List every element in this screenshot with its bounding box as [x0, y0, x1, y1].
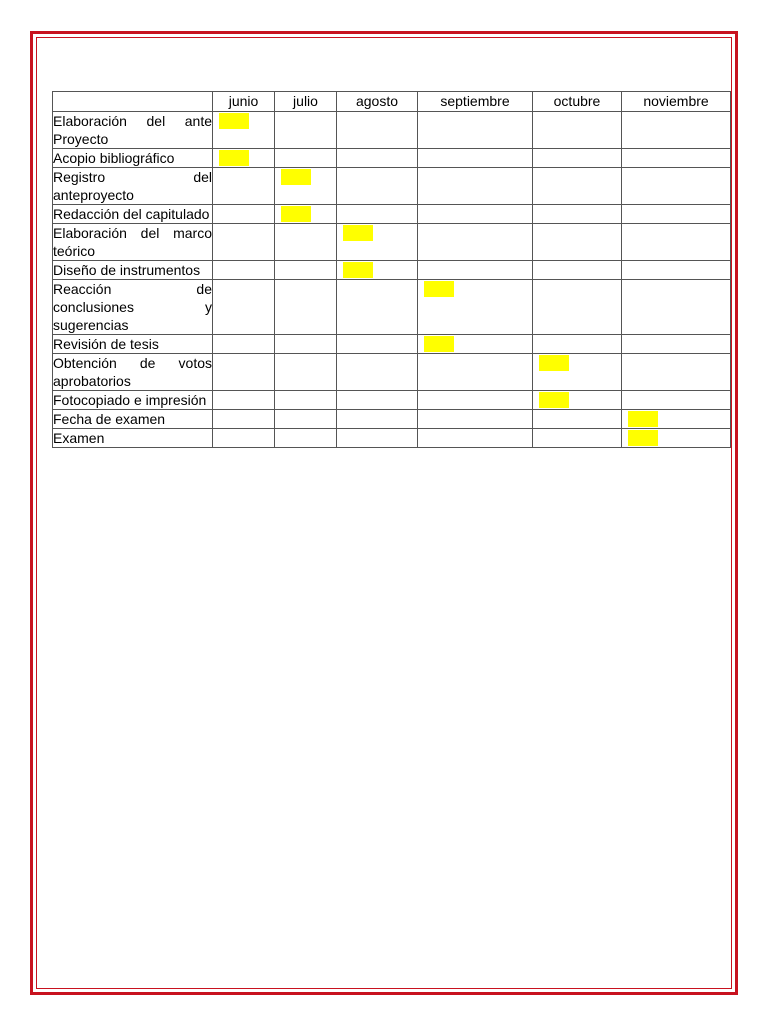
schedule-cell — [622, 168, 731, 205]
highlight-mark — [424, 336, 454, 352]
schedule-cell — [418, 354, 533, 391]
schedule-cell — [213, 429, 275, 448]
schedule-cell — [275, 429, 337, 448]
month-header: agosto — [337, 92, 418, 112]
table-row — [53, 261, 731, 280]
schedule-cell — [622, 429, 731, 448]
highlight-mark — [628, 411, 658, 427]
schedule-cell — [275, 168, 337, 205]
schedule-cell — [622, 112, 731, 149]
schedule-cell — [275, 354, 337, 391]
highlight-mark — [539, 392, 569, 408]
schedule-cell — [337, 280, 418, 335]
schedule-cell — [213, 354, 275, 391]
table-row — [53, 335, 731, 354]
highlight-mark — [219, 150, 249, 166]
schedule-cell — [337, 410, 418, 429]
table-row — [53, 280, 731, 335]
schedule-cell — [337, 335, 418, 354]
schedule-cell — [337, 149, 418, 168]
month-header: septiembre — [418, 92, 533, 112]
schedule-cell — [533, 335, 622, 354]
schedule-cell — [337, 168, 418, 205]
schedule-cell — [418, 112, 533, 149]
highlight-mark — [219, 113, 249, 129]
schedule-cell — [213, 410, 275, 429]
schedule-cell — [275, 149, 337, 168]
highlight-mark — [628, 430, 658, 446]
schedule-cell — [418, 280, 533, 335]
schedule-cell — [533, 354, 622, 391]
schedule-cell — [275, 391, 337, 410]
schedule-cell — [622, 280, 731, 335]
schedule-cell — [418, 149, 533, 168]
header-corner — [53, 92, 213, 112]
schedule-cell — [337, 224, 418, 261]
schedule-cell — [418, 168, 533, 205]
table-row — [53, 149, 731, 168]
schedule-cell — [622, 354, 731, 391]
schedule-cell — [533, 391, 622, 410]
schedule-cell — [337, 112, 418, 149]
schedule-cell — [213, 335, 275, 354]
schedule-cell — [418, 224, 533, 261]
schedule-cell — [533, 261, 622, 280]
highlight-mark — [343, 262, 373, 278]
schedule-cell — [622, 149, 731, 168]
schedule-cell — [418, 205, 533, 224]
table-row — [53, 391, 731, 410]
table-row — [53, 168, 731, 205]
table-row — [53, 354, 731, 391]
table-row — [53, 410, 731, 429]
schedule-cell — [213, 205, 275, 224]
schedule-cell — [213, 112, 275, 149]
schedule-cell — [275, 410, 337, 429]
highlight-mark — [281, 169, 311, 185]
schedule-cell — [533, 429, 622, 448]
task-label: Revisión de tesis — [53, 335, 213, 354]
schedule-cell — [533, 224, 622, 261]
schedule-cell — [622, 224, 731, 261]
highlight-mark — [539, 355, 569, 371]
schedule-cell — [213, 261, 275, 280]
highlight-mark — [424, 281, 454, 297]
task-label: Examen — [53, 429, 213, 448]
header-row — [53, 92, 731, 112]
schedule-cell — [275, 261, 337, 280]
schedule-cell — [418, 429, 533, 448]
month-header: noviembre — [622, 92, 731, 112]
schedule-cell — [337, 429, 418, 448]
schedule-cell — [213, 168, 275, 205]
schedule-cell — [337, 391, 418, 410]
schedule-cell — [533, 112, 622, 149]
schedule-cell — [418, 410, 533, 429]
highlight-mark — [281, 206, 311, 222]
schedule-cell — [418, 335, 533, 354]
schedule-cell — [622, 261, 731, 280]
schedule-cell — [418, 261, 533, 280]
month-header: octubre — [533, 92, 622, 112]
schedule-cell — [533, 280, 622, 335]
schedule-table — [52, 91, 731, 448]
table-row — [53, 429, 731, 448]
schedule-cell — [533, 205, 622, 224]
schedule-cell — [622, 335, 731, 354]
task-label: Fecha de examen — [53, 410, 213, 429]
schedule-cell — [533, 149, 622, 168]
schedule-cell — [533, 168, 622, 205]
schedule-cell — [213, 224, 275, 261]
task-label: Diseño de instrumentos — [53, 261, 213, 280]
table-row — [53, 224, 731, 261]
task-label: Acopio bibliográfico — [53, 149, 213, 168]
task-label: Obtención de votos aprobatorios — [53, 355, 212, 389]
schedule-cell — [533, 410, 622, 429]
schedule-cell — [337, 205, 418, 224]
schedule-cell — [213, 149, 275, 168]
month-header: junio — [213, 92, 275, 112]
schedule-cell — [337, 261, 418, 280]
table-row — [53, 205, 731, 224]
task-label: Redacción del capitulado — [53, 205, 213, 224]
task-label: Elaboración del marco teórico — [53, 225, 212, 259]
table-row — [53, 112, 731, 149]
schedule-cell — [275, 112, 337, 149]
schedule-cell — [275, 205, 337, 224]
schedule-cell — [418, 391, 533, 410]
month-header: julio — [275, 92, 337, 112]
schedule-cell — [622, 205, 731, 224]
task-label: Fotocopiado e impresión — [53, 391, 213, 410]
schedule-cell — [213, 391, 275, 410]
highlight-mark — [343, 225, 373, 241]
schedule-cell — [275, 335, 337, 354]
schedule-cell — [622, 391, 731, 410]
schedule-cell — [275, 280, 337, 335]
schedule-cell — [275, 224, 337, 261]
task-label: Reacción de conclusiones y sugerencias — [53, 281, 212, 333]
task-label: Registro del anteproyecto — [53, 169, 212, 203]
schedule-cell — [337, 354, 418, 391]
schedule-cell — [213, 280, 275, 335]
task-label: Elaboración del ante Proyecto — [53, 113, 212, 147]
schedule-cell — [622, 410, 731, 429]
